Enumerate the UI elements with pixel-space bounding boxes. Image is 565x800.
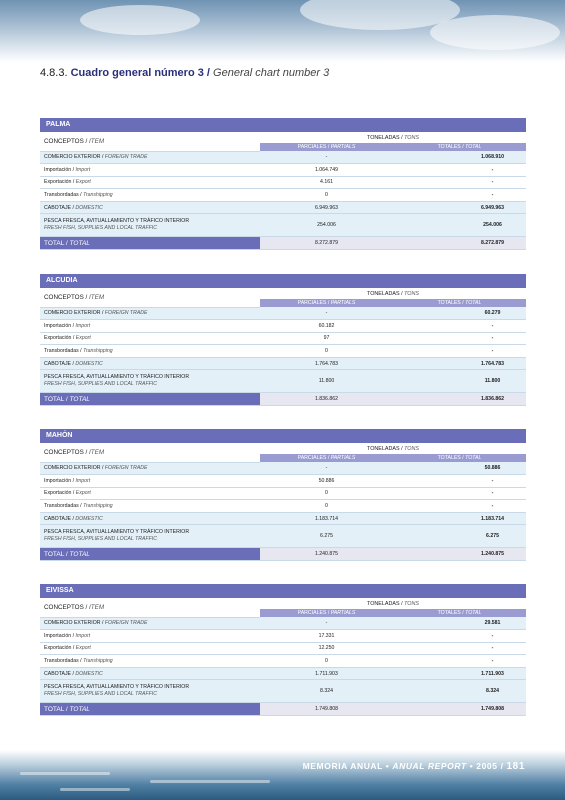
slash: / <box>462 144 464 150</box>
trans-es: Transbordadas <box>44 658 79 665</box>
partial-value: 1.764.783 <box>260 357 393 370</box>
slash: / <box>72 322 75 329</box>
total-value: - <box>393 189 526 202</box>
trans-en: Transhipping <box>83 192 113 199</box>
tons-label: TONS <box>404 134 419 141</box>
conceptos-label: CONCEPTOS <box>44 448 84 456</box>
port-table-block <box>40 429 526 561</box>
total-value: 6.949.963 <box>393 201 526 214</box>
total-label <box>40 703 260 716</box>
slash: / <box>80 348 82 355</box>
pesca-en: FRESH FISH, SUPPLIES AND LOCAL TRAFFIC <box>44 225 157 232</box>
slash: / <box>72 670 74 677</box>
table-row <box>40 176 526 189</box>
total-label <box>40 548 260 561</box>
table-row <box>40 475 526 488</box>
table-row <box>40 667 526 680</box>
slash: / <box>72 166 75 173</box>
footer-annual-report: ANUAL REPORT <box>392 761 467 771</box>
port-table <box>40 288 526 406</box>
cabotaje-es: CABOTAJE <box>44 515 71 522</box>
total-en: TOTAL <box>69 239 90 247</box>
slash: / <box>65 239 68 247</box>
partial-value: - <box>260 617 393 630</box>
sky-header-image <box>0 0 565 62</box>
slash: / <box>72 179 75 186</box>
row-label <box>40 630 260 643</box>
toneladas-label: TONELADAS <box>367 600 400 607</box>
title-en: General chart number 3 <box>213 67 330 79</box>
parciales-label: PARCIALES <box>297 455 327 461</box>
export-en: Export <box>75 179 91 186</box>
table-header-row <box>40 132 526 143</box>
row-label <box>40 525 260 548</box>
toneladas-header <box>260 288 526 299</box>
total-value: - <box>393 176 526 189</box>
cloud-shape <box>80 5 200 35</box>
port-table <box>40 598 526 716</box>
comercio-en: FOREIGN TRADE <box>104 310 148 317</box>
total-value: 11.800 <box>393 370 526 393</box>
parciales-header <box>260 299 393 307</box>
row-label <box>40 655 260 668</box>
port-name: PALMA <box>40 118 526 132</box>
export-es: Exportación <box>44 490 72 497</box>
comercio-en: FOREIGN TRADE <box>104 465 148 472</box>
partial-value: 0 <box>260 655 393 668</box>
slash: / <box>72 477 75 484</box>
total-total-value: 8.272.879 <box>393 237 526 250</box>
comercio-es: COMERCIO EXTERIOR <box>44 154 101 161</box>
table-row <box>40 512 526 525</box>
tons-label: TONS <box>404 600 419 607</box>
row-label <box>40 332 260 345</box>
totales-label: TOTALES <box>437 455 461 461</box>
pesca-es: PESCA FRESCA, AVITUALLAMIENTO Y TRÁFICO INTERIOR <box>44 529 190 536</box>
total-total-value: 1.836.862 <box>393 393 526 406</box>
parciales-label: PARCIALES <box>297 610 327 616</box>
table-row <box>40 307 526 320</box>
partial-total-value: 8.272.879 <box>260 237 393 250</box>
row-label <box>40 189 260 202</box>
total-en-label: TOTAL <box>465 610 482 616</box>
page-footer <box>303 761 525 772</box>
wave-shape <box>60 788 130 791</box>
slash: / <box>72 360 74 367</box>
partial-value: 60.182 <box>260 320 393 333</box>
total-value: 6.275 <box>393 525 526 548</box>
table-row <box>40 320 526 333</box>
footer-memoria: MEMORIA ANUAL <box>302 761 383 771</box>
row-label <box>40 500 260 513</box>
total-value: - <box>393 320 526 333</box>
total-en: TOTAL <box>69 705 90 713</box>
port-table-block <box>40 584 526 716</box>
partial-value: 4.161 <box>260 176 393 189</box>
pesca-es: PESCA FRESCA, AVITUALLAMIENTO Y TRÁFICO INTERIOR <box>44 374 190 381</box>
item-label: ITEM <box>89 448 105 456</box>
parciales-label: PARCIALES <box>297 144 327 150</box>
pesca-en: FRESH FISH, SUPPLIES AND LOCAL TRAFFIC <box>44 381 157 388</box>
cabotaje-es: CABOTAJE <box>44 670 71 677</box>
slash: / <box>85 603 88 611</box>
totales-label: TOTALES <box>437 144 461 150</box>
trans-es: Transbordadas <box>44 192 79 199</box>
table-row <box>40 630 526 643</box>
slash: / <box>401 290 403 297</box>
item-label: ITEM <box>89 603 105 611</box>
page-number: 181 <box>506 761 525 772</box>
total-es: TOTAL <box>44 395 65 403</box>
table-row <box>40 462 526 475</box>
parciales-header <box>260 609 393 617</box>
import-en: Import <box>75 166 91 173</box>
row-label <box>40 357 260 370</box>
partial-value: 0 <box>260 189 393 202</box>
slash: / <box>101 620 104 627</box>
conceptos-header <box>40 132 260 151</box>
partial-value: - <box>260 307 393 320</box>
import-en: Import <box>75 322 91 329</box>
total-value: - <box>393 655 526 668</box>
slash: / <box>72 632 75 639</box>
toneladas-label: TONELADAS <box>367 290 400 297</box>
partials-label: PARTIALS <box>330 610 356 616</box>
partial-value: 6.275 <box>260 525 393 548</box>
slash: / <box>401 134 403 141</box>
slash: / <box>327 300 330 306</box>
footer-slash: / <box>500 761 504 771</box>
totales-label: TOTALES <box>437 300 461 306</box>
table-row <box>40 345 526 358</box>
slash: / <box>65 395 68 403</box>
total-en: TOTAL <box>69 395 90 403</box>
row-label <box>40 667 260 680</box>
footer-bullet: • <box>385 761 390 771</box>
total-label <box>40 393 260 406</box>
parciales-header <box>260 454 393 462</box>
total-total-value: 1.749.808 <box>393 703 526 716</box>
total-en-label: TOTAL <box>465 300 482 306</box>
partial-value: 6.949.963 <box>260 201 393 214</box>
totales-header <box>393 299 526 307</box>
trans-es: Transbordadas <box>44 503 79 510</box>
table-row <box>40 500 526 513</box>
row-label <box>40 151 260 164</box>
slash: / <box>72 204 74 211</box>
row-label <box>40 487 260 500</box>
slash: / <box>327 144 330 150</box>
total-en: TOTAL <box>69 550 90 558</box>
comercio-es: COMERCIO EXTERIOR <box>44 620 101 627</box>
partial-value: 8.324 <box>260 680 393 703</box>
partial-value: 12.250 <box>260 642 393 655</box>
trans-en: Transhipping <box>83 658 113 665</box>
partial-value: 0 <box>260 500 393 513</box>
table-row <box>40 164 526 177</box>
item-label: ITEM <box>89 137 105 145</box>
slash: / <box>65 705 68 713</box>
parciales-header <box>260 143 393 151</box>
total-value: 8.324 <box>393 680 526 703</box>
cabotaje-es: CABOTAJE <box>44 204 71 211</box>
toneladas-label: TONELADAS <box>367 445 400 452</box>
partial-value: - <box>260 462 393 475</box>
table-row <box>40 332 526 345</box>
partial-value: 17.331 <box>260 630 393 643</box>
row-label <box>40 370 260 393</box>
table-row <box>40 214 526 237</box>
slash: / <box>462 300 464 306</box>
total-label <box>40 237 260 250</box>
partials-label: PARTIALS <box>330 300 356 306</box>
partial-value: 1.711.903 <box>260 667 393 680</box>
slash: / <box>101 310 104 317</box>
comercio-es: COMERCIO EXTERIOR <box>44 465 101 472</box>
conceptos-label: CONCEPTOS <box>44 293 84 301</box>
slash: / <box>85 448 88 456</box>
slash: / <box>85 137 88 145</box>
row-label <box>40 462 260 475</box>
trans-en: Transhipping <box>83 503 113 510</box>
partial-value: - <box>260 151 393 164</box>
total-value: - <box>393 332 526 345</box>
total-value: - <box>393 475 526 488</box>
total-value: - <box>393 487 526 500</box>
row-label <box>40 214 260 237</box>
table-row <box>40 151 526 164</box>
cabotaje-en: DOMESTIC <box>75 515 103 522</box>
item-label: ITEM <box>89 293 105 301</box>
total-value: - <box>393 500 526 513</box>
footer-bullet: • <box>469 761 474 771</box>
title-separator: / <box>206 67 210 79</box>
totales-label: TOTALES <box>437 610 461 616</box>
pesca-en: FRESH FISH, SUPPLIES AND LOCAL TRAFFIC <box>44 536 157 543</box>
sea-footer-image <box>0 750 565 800</box>
import-es: Importación <box>44 322 72 329</box>
slash: / <box>101 465 104 472</box>
table-row <box>40 201 526 214</box>
partial-value: 97 <box>260 332 393 345</box>
comercio-en: FOREIGN TRADE <box>104 620 148 627</box>
partial-value: 50.886 <box>260 475 393 488</box>
slash: / <box>85 293 88 301</box>
row-label <box>40 345 260 358</box>
total-row <box>40 237 526 250</box>
table-row <box>40 525 526 548</box>
partial-total-value: 1.240.875 <box>260 548 393 561</box>
export-en: Export <box>75 335 91 342</box>
total-value: 1.183.714 <box>393 512 526 525</box>
import-en: Import <box>75 477 91 484</box>
slash: / <box>327 610 330 616</box>
partials-label: PARTIALS <box>330 144 356 150</box>
pesca-es: PESCA FRESCA, AVITUALLAMIENTO Y TRÁFICO INTERIOR <box>44 684 190 691</box>
slash: / <box>462 610 464 616</box>
row-label <box>40 512 260 525</box>
totales-header <box>393 143 526 151</box>
slash: / <box>401 600 403 607</box>
table-row <box>40 617 526 630</box>
port-name: MAHÓN <box>40 429 526 443</box>
total-value: 254.006 <box>393 214 526 237</box>
total-value: 50.886 <box>393 462 526 475</box>
export-es: Exportación <box>44 645 72 652</box>
export-en: Export <box>75 490 91 497</box>
total-row <box>40 703 526 716</box>
trans-es: Transbordadas <box>44 348 79 355</box>
cabotaje-en: DOMESTIC <box>75 204 103 211</box>
conceptos-header <box>40 598 260 617</box>
page-title <box>40 67 329 79</box>
slash: / <box>101 154 104 161</box>
pesca-es: PESCA FRESCA, AVITUALLAMIENTO Y TRÁFICO INTERIOR <box>44 218 190 225</box>
trans-en: Transhipping <box>83 348 113 355</box>
table-row <box>40 642 526 655</box>
totales-header <box>393 454 526 462</box>
partial-total-value: 1.836.862 <box>260 393 393 406</box>
wave-shape <box>150 780 270 783</box>
row-label <box>40 617 260 630</box>
toneladas-header <box>260 132 526 143</box>
table-row <box>40 189 526 202</box>
slash: / <box>72 645 75 652</box>
table-header-row <box>40 443 526 454</box>
slash: / <box>80 658 82 665</box>
total-value: 1.764.783 <box>393 357 526 370</box>
conceptos-header <box>40 288 260 307</box>
partial-value: 11.800 <box>260 370 393 393</box>
tons-label: TONS <box>404 445 419 452</box>
partial-value: 0 <box>260 345 393 358</box>
conceptos-header <box>40 443 260 462</box>
total-value: 60.279 <box>393 307 526 320</box>
row-label <box>40 680 260 703</box>
slash: / <box>327 455 330 461</box>
partial-value: 0 <box>260 487 393 500</box>
cabotaje-en: DOMESTIC <box>75 670 103 677</box>
cloud-shape <box>430 15 560 50</box>
toneladas-header <box>260 443 526 454</box>
export-en: Export <box>75 645 91 652</box>
footer-year: 2005 <box>476 761 498 771</box>
row-label <box>40 307 260 320</box>
parciales-label: PARCIALES <box>297 300 327 306</box>
partial-value: 1.183.714 <box>260 512 393 525</box>
slash: / <box>401 445 403 452</box>
slash: / <box>72 335 75 342</box>
table-header-row <box>40 598 526 609</box>
slash: / <box>65 550 68 558</box>
total-value: 1.711.903 <box>393 667 526 680</box>
conceptos-label: CONCEPTOS <box>44 137 84 145</box>
row-label <box>40 176 260 189</box>
export-es: Exportación <box>44 335 72 342</box>
table-header-row <box>40 288 526 299</box>
slash: / <box>72 490 75 497</box>
table-row <box>40 655 526 668</box>
comercio-es: COMERCIO EXTERIOR <box>44 310 101 317</box>
table-row <box>40 357 526 370</box>
port-table-block <box>40 118 526 250</box>
pesca-en: FRESH FISH, SUPPLIES AND LOCAL TRAFFIC <box>44 691 157 698</box>
table-row <box>40 487 526 500</box>
total-es: TOTAL <box>44 239 65 247</box>
slash: / <box>72 515 74 522</box>
port-name: EIVISSA <box>40 584 526 598</box>
comercio-en: FOREIGN TRADE <box>104 154 148 161</box>
total-value: 1.068.910 <box>393 151 526 164</box>
import-en: Import <box>75 632 91 639</box>
row-label <box>40 642 260 655</box>
cabotaje-es: CABOTAJE <box>44 360 71 367</box>
row-label <box>40 475 260 488</box>
total-value: - <box>393 642 526 655</box>
partials-label: PARTIALS <box>330 455 356 461</box>
partial-value: 1.064.749 <box>260 164 393 177</box>
cabotaje-en: DOMESTIC <box>75 360 103 367</box>
total-es: TOTAL <box>44 550 65 558</box>
table-row <box>40 370 526 393</box>
row-label <box>40 201 260 214</box>
toneladas-label: TONELADAS <box>367 134 400 141</box>
toneladas-header <box>260 598 526 609</box>
port-table-block <box>40 274 526 406</box>
conceptos-label: CONCEPTOS <box>44 603 84 611</box>
row-label <box>40 320 260 333</box>
wave-shape <box>20 772 110 775</box>
title-es: Cuadro general número 3 <box>70 67 204 79</box>
import-es: Importación <box>44 166 72 173</box>
partial-value: 254.006 <box>260 214 393 237</box>
export-es: Exportación <box>44 179 72 186</box>
tons-label: TONS <box>404 290 419 297</box>
total-es: TOTAL <box>44 705 65 713</box>
port-table <box>40 132 526 250</box>
port-table <box>40 443 526 561</box>
slash: / <box>80 192 82 199</box>
import-es: Importación <box>44 632 72 639</box>
total-total-value: 1.240.875 <box>393 548 526 561</box>
slash: / <box>80 503 82 510</box>
total-row <box>40 548 526 561</box>
slash: / <box>462 455 464 461</box>
row-label <box>40 164 260 177</box>
total-en-label: TOTAL <box>465 455 482 461</box>
total-value: - <box>393 345 526 358</box>
table-row <box>40 680 526 703</box>
total-value: 29.581 <box>393 617 526 630</box>
port-name: ALCUDIA <box>40 274 526 288</box>
partial-total-value: 1.749.808 <box>260 703 393 716</box>
total-row <box>40 393 526 406</box>
import-es: Importación <box>44 477 72 484</box>
total-en-label: TOTAL <box>465 144 482 150</box>
total-value: - <box>393 630 526 643</box>
total-value: - <box>393 164 526 177</box>
totales-header <box>393 609 526 617</box>
section-number: 4.8.3. <box>40 67 68 79</box>
